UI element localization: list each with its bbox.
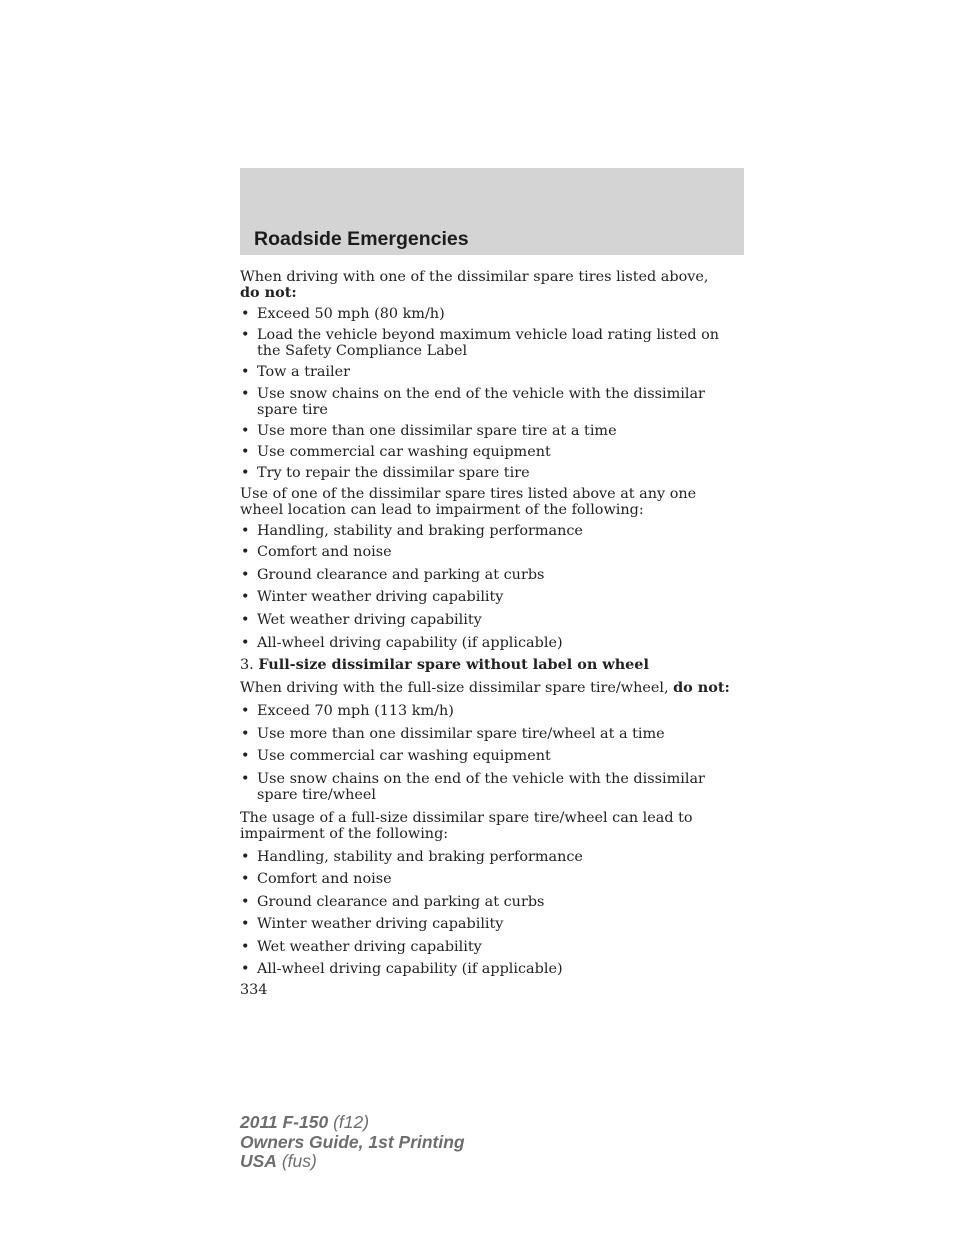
footer-market-line: USA (fus) [240, 1151, 317, 1171]
list-item: • Wet weather driving capability [240, 612, 730, 628]
list-item: • Winter weather driving capability [240, 916, 730, 932]
list-item: • Ground clearance and parking at curbs [240, 567, 730, 583]
list-item: • Try to repair the dissimilar spare tire [240, 465, 730, 481]
list-item: • Comfort and noise [240, 544, 730, 560]
section-title: Roadside Emergencies [254, 228, 469, 250]
list-item: • Exceed 50 mph (80 km/h) [240, 306, 730, 322]
document-footer [240, 1113, 465, 1172]
numbered-heading-3: 3. Full-size dissimilar spare without label on wheel [240, 656, 649, 673]
list-item: • Handling, stability and braking performance [240, 523, 730, 539]
list-item: • Winter weather driving capability [240, 589, 730, 605]
list-item: • Wet weather driving capability [240, 939, 730, 955]
list-item: • Load the vehicle beyond maximum vehicle load rating listed on the Safety Compliance Label [240, 327, 730, 359]
footer-model-line: 2011 F-150 (f12) [240, 1112, 370, 1132]
paragraph-intro-2: Use of one of the dissimilar spare tires listed above at any one wheel location can lead to impairment of the following: [240, 486, 697, 518]
list-item: • Use more than one dissimilar spare tire/wheel at a time [240, 726, 730, 742]
list-item: • Exceed 70 mph (113 km/h) [240, 703, 730, 719]
paragraph-intro-1: When driving with one of the dissimilar spare tires listed above, do not: [240, 269, 709, 301]
footer-guide-line: Owners Guide, 1st Printing [240, 1131, 465, 1152]
paragraph-intro-4: The usage of a full-size dissimilar spare tire/wheel can lead to impairment of the following: [240, 810, 693, 842]
list-impairment-2 [240, 849, 730, 977]
list-item: • All-wheel driving capability (if applicable) [240, 961, 730, 977]
list-item: • Comfort and noise [240, 871, 730, 887]
list-item: • Ground clearance and parking at curbs [240, 894, 730, 910]
list-item: • Tow a trailer [240, 364, 730, 380]
do-not-emphasis: do not: [673, 679, 730, 696]
list-item: • Use commercial car washing equipment [240, 444, 730, 460]
list-item: • All-wheel driving capability (if applicable) [240, 635, 730, 651]
list-impairment-1 [240, 523, 730, 651]
section-header-band [240, 168, 744, 255]
page-content [240, 269, 730, 998]
list-item: • Use snow chains on the end of the vehicle with the dissimilar spare tire [240, 386, 730, 418]
list-do-not-2 [240, 703, 730, 803]
do-not-emphasis: do not: [240, 284, 297, 301]
paragraph-intro-3: When driving with the full-size dissimilar spare tire/wheel, do not: [240, 679, 730, 696]
page-number: 334 [240, 982, 268, 998]
list-item: • Handling, stability and braking performance [240, 849, 730, 865]
list-item: • Use more than one dissimilar spare tire at a time [240, 423, 730, 439]
list-do-not-1 [240, 306, 730, 481]
list-item: • Use commercial car washing equipment [240, 748, 730, 764]
list-item: • Use snow chains on the end of the vehicle with the dissimilar spare tire/wheel [240, 771, 730, 803]
